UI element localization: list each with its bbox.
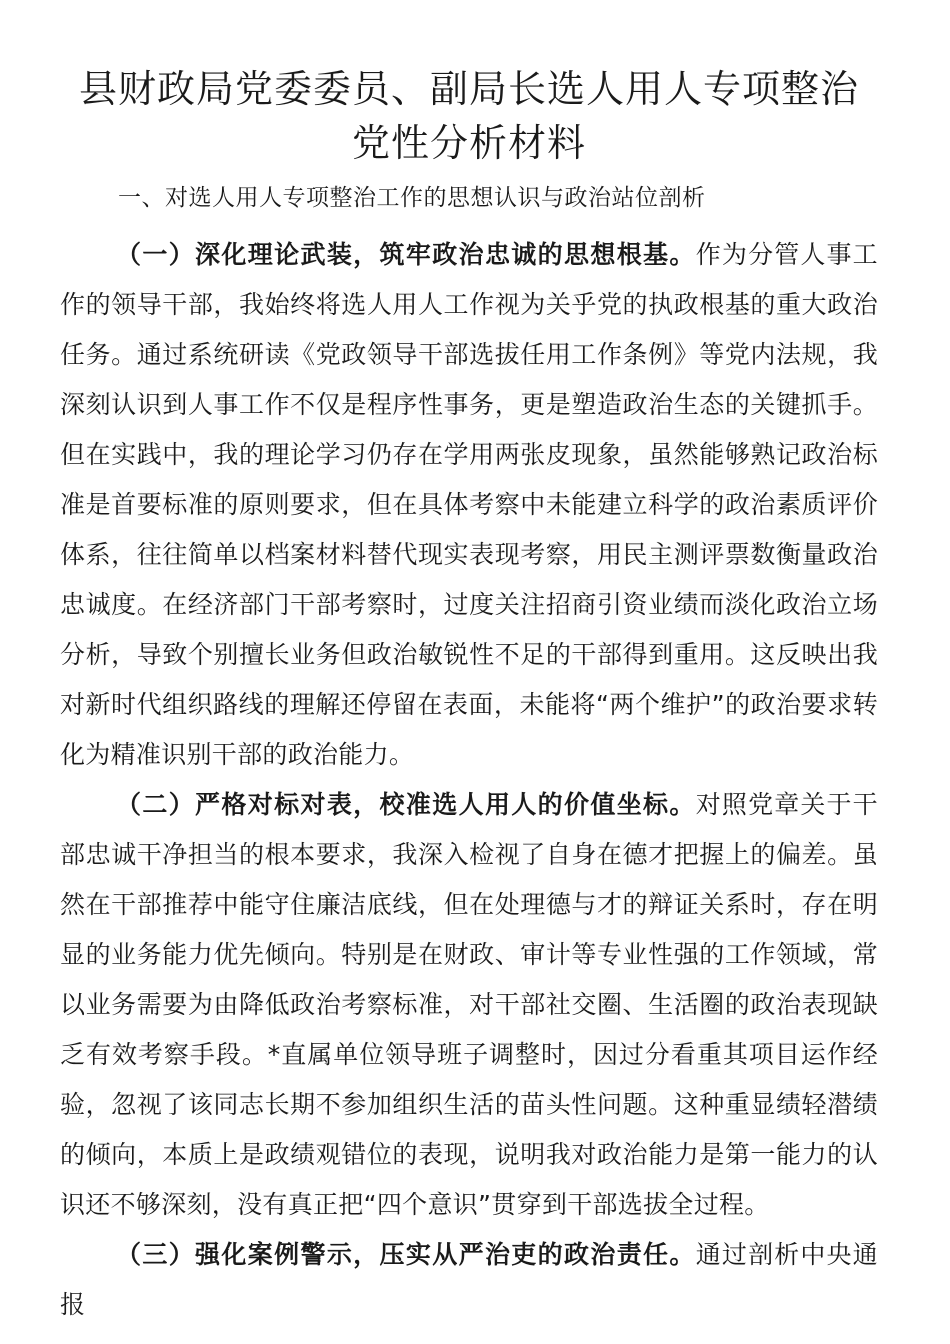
document-title: 县财政局党委委员、副局长选人用人专项整治党性分析材料 bbox=[78, 67, 859, 165]
paragraph-1-body: 作为分管人事工作的领导干部，我始终将选人用人工作视为关乎党的执政根基的重大政治任务。通过系统研读《党政领导干部选拔任用工作条例》等党内法规，我深刻认识到人事工作不仅是程序性事务，更是塑造政治生态的关键抓手。但在实践中，我的理论学习仍存在学用两张皮现象，虽然能够熟记政治标准是首要标准的原则要求，但在具体考察中未能建立科学的政治素质评价体系，往往简单以档案材料替代现实表现考察，用民主测评票数衡量政治忠诚度。在经济部门干部考察时，过度关注招商引资业绩而淡化政治立场分析，导致个别擅长业务但政治敏锐性不足的干部得到重用。这反映出我对新时代组织路线的理解还停留在表面，未能将“两个维护”的政治要求转化为精准识别干部的政治能力。 bbox=[60, 240, 878, 769]
paragraph-3 bbox=[60, 1230, 878, 1330]
paragraph-3-body: 通过剖析中央通报 bbox=[60, 1240, 878, 1319]
paragraph-1 bbox=[60, 230, 878, 780]
paragraph-2-body: 对照党章关于干部忠诚干净担当的根本要求，我深入检视了自身在德才把握上的偏差。虽然在干部推荐中能守住廉洁底线，但在处理德与才的辩证关系时，存在明显的业务能力优先倾向。特别是在财政、审计等专业性强的工作领域，常以业务需要为由降低政治考察标准，对干部社交圈、生活圈的政治表现缺乏有效考察手段。*直属单位领导班子调整时，因过分看重其项目运作经验，忽视了该同志长期不参加组织生活的苗头性问题。这种重显绩轻潜绩的倾向，本质上是政绩观错位的表现，说明我对政治能力是第一能力的认识还不够深刻，没有真正把“四个意识”贯穿到干部选拔全过程。 bbox=[60, 790, 878, 1219]
section-heading-1: 一、对选人用人专项整治工作的思想认识与政治站位剖析 bbox=[118, 185, 706, 211]
paragraph-3-lead: （三）强化案例警示，压实从严治吏的政治责任。 bbox=[116, 1240, 696, 1269]
paragraph-1-lead: （一）深化理论武装，筑牢政治忠诚的思想根基。 bbox=[116, 240, 696, 269]
paragraph-2-lead: （二）严格对标对表，校准选人用人的价值坐标。 bbox=[116, 790, 696, 819]
paragraph-2 bbox=[60, 780, 878, 1230]
